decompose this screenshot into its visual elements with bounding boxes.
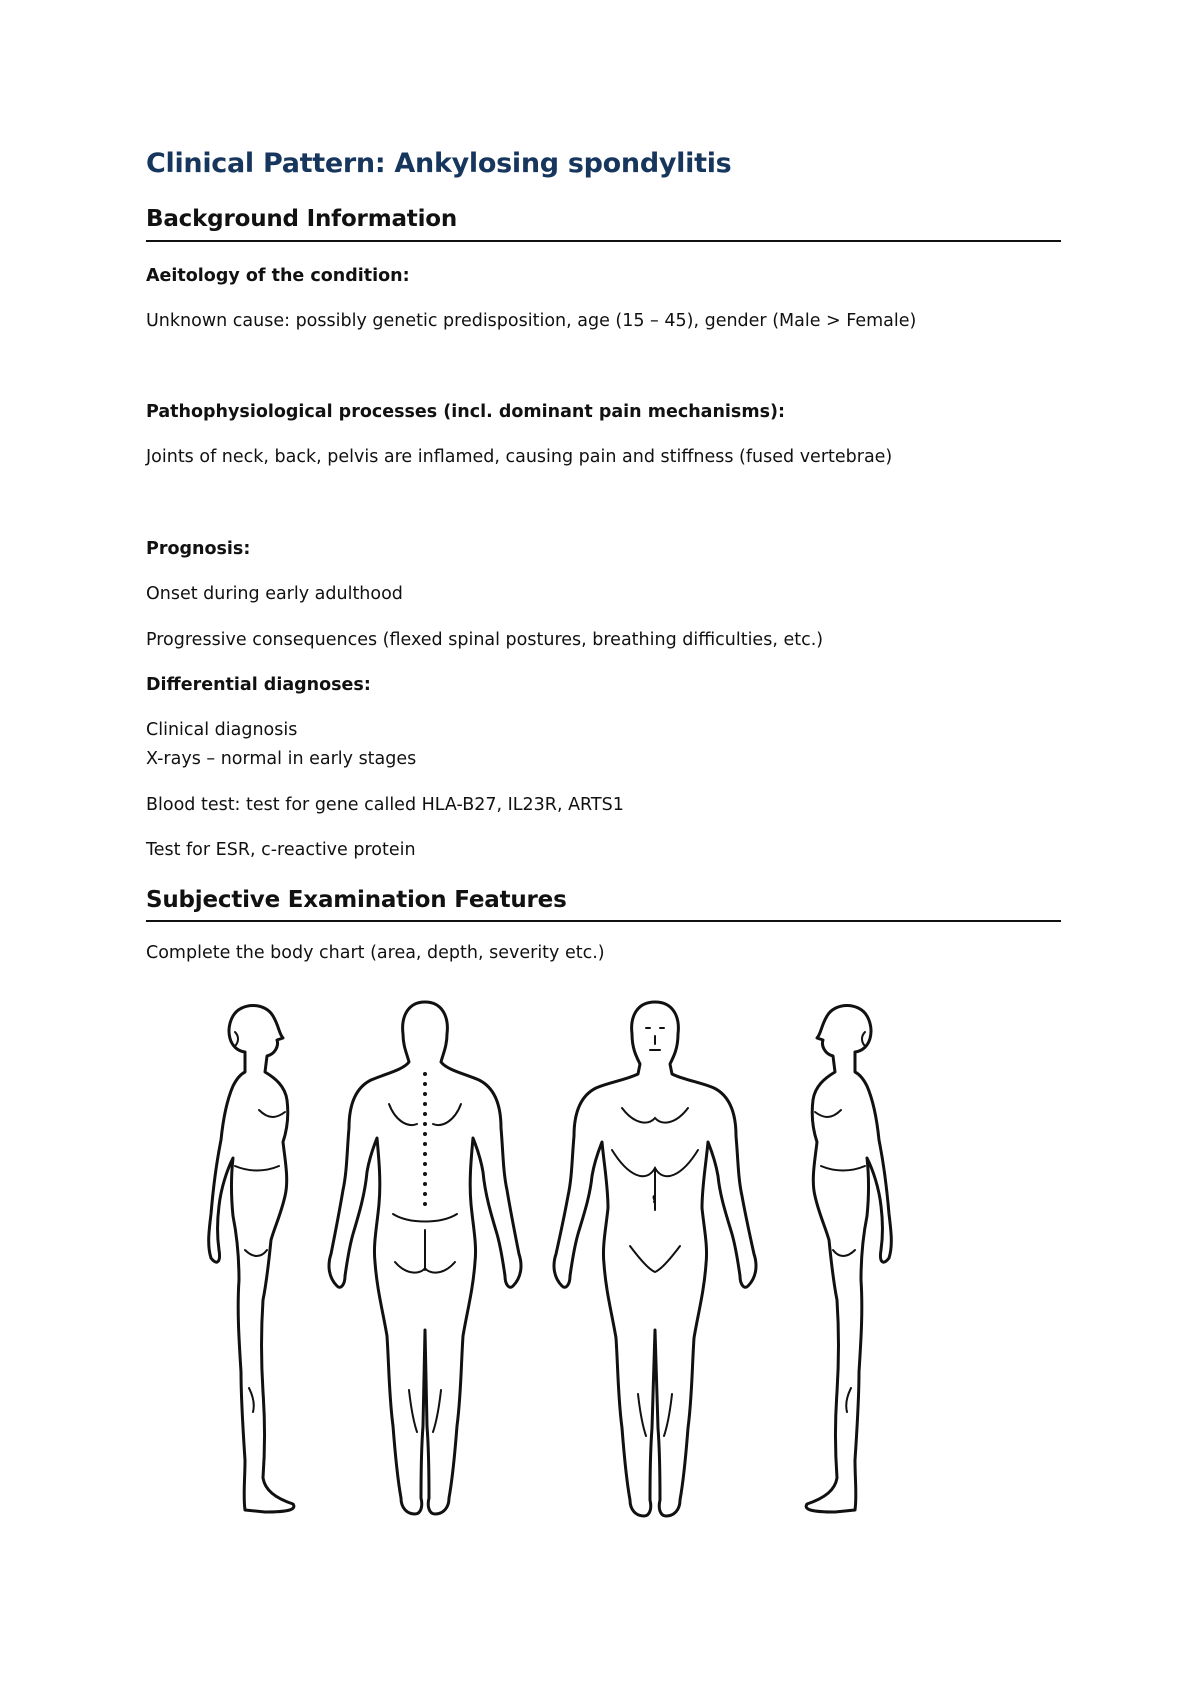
back-view-figure — [325, 1000, 525, 1530]
subjective-heading: Subjective Examination Features — [146, 887, 567, 913]
front-view-figure — [550, 1000, 760, 1530]
differential-line-4: Test for ESR, c-reactive protein — [146, 840, 416, 860]
differential-line-3: Blood test: test for gene called HLA-B27, IL23R, ARTS1 — [146, 795, 624, 815]
background-rule — [146, 240, 1061, 242]
aetiology-text: Unknown cause: possibly genetic predisposition, age (15 – 45), gender (Male > Female) — [146, 311, 917, 331]
pathophysiology-label: Pathophysiological processes (incl. dominant pain mechanisms): — [146, 402, 785, 422]
page-title: Clinical Pattern: Ankylosing spondylitis — [146, 148, 732, 179]
body-chart-instruction: Complete the body chart (area, depth, severity etc.) — [146, 943, 605, 963]
differential-label: Differential diagnoses: — [146, 675, 371, 695]
subjective-rule — [146, 920, 1061, 922]
side-view-left-figure — [785, 1000, 895, 1530]
prognosis-line-2: Progressive consequences (flexed spinal postures, breathing difficulties, etc.) — [146, 630, 824, 650]
background-heading: Background Information — [146, 206, 458, 232]
pathophysiology-text: Joints of neck, back, pelvis are inflamed, causing pain and stiffness (fused vertebrae) — [146, 447, 893, 467]
differential-line-2: X-rays – normal in early stages — [146, 749, 417, 769]
prognosis-label: Prognosis: — [146, 539, 251, 559]
body-chart — [205, 1000, 985, 1530]
differential-line-1: Clinical diagnosis — [146, 720, 298, 740]
aetiology-label: Aeitology of the condition: — [146, 266, 410, 286]
spine-dots — [423, 1072, 427, 1206]
prognosis-line-1: Onset during early adulthood — [146, 584, 403, 604]
side-view-right-figure — [205, 1000, 315, 1530]
